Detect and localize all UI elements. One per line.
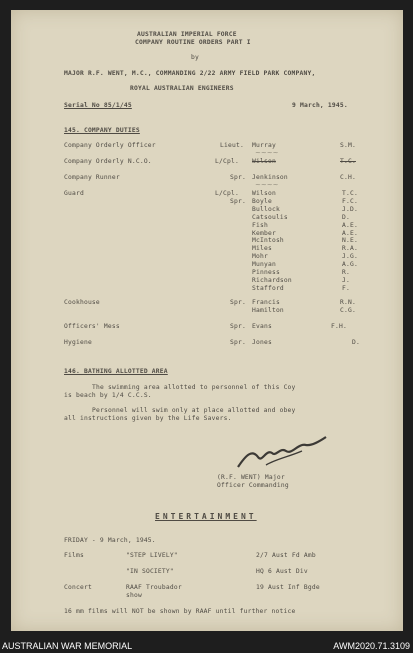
guard-name: Mohr (252, 253, 268, 261)
paragraph-line: Personnel will swim only at place allotted and obey (92, 407, 296, 414)
guard-name: Bullock (252, 205, 280, 213)
hygiene-label: Hygiene (64, 339, 92, 346)
signoff-title: Officer Commanding (217, 482, 289, 489)
concert-label: Concert (64, 584, 92, 591)
header-commander: MAJOR R.F. WENT, M.C., COMMANDING 2/22 ARMY FIELD PARK COMPANY, (64, 70, 316, 77)
signature (236, 435, 328, 473)
guard-unit: J.D. (342, 205, 358, 213)
duty-unit: T.C. (340, 158, 356, 165)
mess-name: Evans (252, 323, 272, 330)
hygiene-rank: Spr. (230, 339, 246, 346)
film-title: "IN SOCIETY" (126, 568, 174, 575)
guard-unit: T.C. (342, 190, 358, 197)
handwritten-annotation: ~~~~ (255, 181, 279, 189)
guard-name: Munyan (252, 261, 276, 269)
duty-label: Company Runner (64, 174, 120, 181)
mess-label: Officers' Mess (64, 323, 120, 330)
guard-unit: R.A. (342, 245, 358, 253)
duty-rank: Spr. (230, 174, 246, 181)
guard-unit: F.C. (342, 197, 358, 205)
guard-name: Fish (252, 221, 268, 229)
cookhouse-unit: R.N. (340, 299, 356, 306)
concert-venue: 19 Aust Inf Bgde (256, 584, 320, 591)
serial-number: Serial No 85/1/45 (64, 102, 132, 109)
guard-unit: D. (342, 213, 350, 221)
duty-name: Jenkinson (252, 174, 288, 181)
entertainment-note: 16 mm films will NOT be shown by RAAF until further notice (64, 608, 296, 615)
guard-label: Guard (64, 190, 84, 197)
guard-name: Pinness (252, 269, 280, 276)
header-by: by (191, 54, 199, 61)
duty-name: Murray (252, 142, 276, 149)
guard-name: Boyle (252, 197, 272, 205)
cookhouse-name: Francis (252, 299, 280, 306)
concert-title: show (126, 592, 142, 599)
hygiene-unit: D. (352, 339, 360, 346)
cookhouse-name: Hamilton (252, 307, 284, 314)
film-title: "STEP LIVELY" (126, 552, 178, 559)
section-146-title: 146. BATHING ALLOTTED AREA (64, 368, 168, 375)
paragraph-line: The swimming area allotted to personnel of this Coy (92, 384, 296, 391)
guard-unit: J. (342, 276, 350, 284)
guard-name: Richardson (252, 276, 292, 284)
mess-unit: F.H. (331, 323, 347, 330)
film-venue: HQ 6 Aust Div (256, 568, 308, 575)
cookhouse-label: Cookhouse (64, 299, 100, 306)
guard-unit: J.G. (342, 253, 358, 261)
paragraph-line: all instructions given by the Life Savers. (64, 415, 232, 422)
guard-unit: F. (342, 284, 350, 292)
entertainment-day: FRIDAY - 9 March, 1945. (64, 537, 156, 544)
header-line1: AUSTRALIAN IMPERIAL FORCE (137, 31, 237, 38)
footer-bar (0, 640, 413, 653)
header-unit: ROYAL AUSTRALIAN ENGINEERS (130, 85, 234, 92)
concert-title: RAAF Troubador (126, 584, 182, 591)
duty-label: Company Orderly Officer (64, 142, 156, 149)
guard-name: Wilson (252, 190, 276, 197)
duty-unit: C.H. (340, 174, 356, 181)
films-label: Films (64, 552, 84, 559)
guard-name: Kember (252, 229, 276, 237)
guard-rank: Spr. (230, 197, 246, 205)
guard-unit: N.E. (342, 237, 358, 245)
mess-rank: Spr. (230, 323, 246, 330)
handwritten-annotation: ~~~~ (255, 149, 279, 157)
order-date: 9 March, 1945. (292, 102, 348, 109)
footer-credit: AUSTRALIAN WAR MEMORIAL (2, 641, 133, 651)
guard-name: Stafford (252, 284, 284, 292)
footer-accession-number: AWM2020.71.3109 (333, 641, 410, 651)
guard-name: Catsoulis (252, 213, 288, 221)
cookhouse-rank: Spr. (230, 299, 246, 306)
header-line2: COMPANY ROUTINE ORDERS PART I (135, 39, 251, 46)
guard-rank: L/Cpl. (215, 190, 239, 197)
duty-unit: S.M. (340, 142, 356, 149)
film-venue: 2/7 Aust Fd Amb (256, 552, 316, 559)
hygiene-name: Jones (252, 339, 272, 346)
duty-name: Wilson (252, 158, 276, 165)
guard-name: Miles (252, 245, 272, 253)
guard-unit: R. (342, 269, 350, 276)
signoff-name: (R.F. WENT) Major (217, 474, 285, 481)
duty-label: Company Orderly N.C.O. (64, 158, 152, 165)
cookhouse-unit: C.G. (340, 307, 356, 314)
duty-rank: Lieut. (220, 142, 244, 149)
paragraph-line: is beach by 1/4 C.C.S. (64, 392, 152, 399)
duty-rank: L/Cpl. (215, 158, 239, 165)
section-145-title: 145. COMPANY DUTIES (64, 127, 140, 134)
guard-unit: A.E. (342, 221, 358, 229)
entertainment-title: ENTERTAINMENT (155, 512, 257, 521)
guard-unit: A.E. (342, 229, 358, 237)
guard-unit: A.G. (342, 261, 358, 269)
guard-name: McIntosh (252, 237, 284, 245)
